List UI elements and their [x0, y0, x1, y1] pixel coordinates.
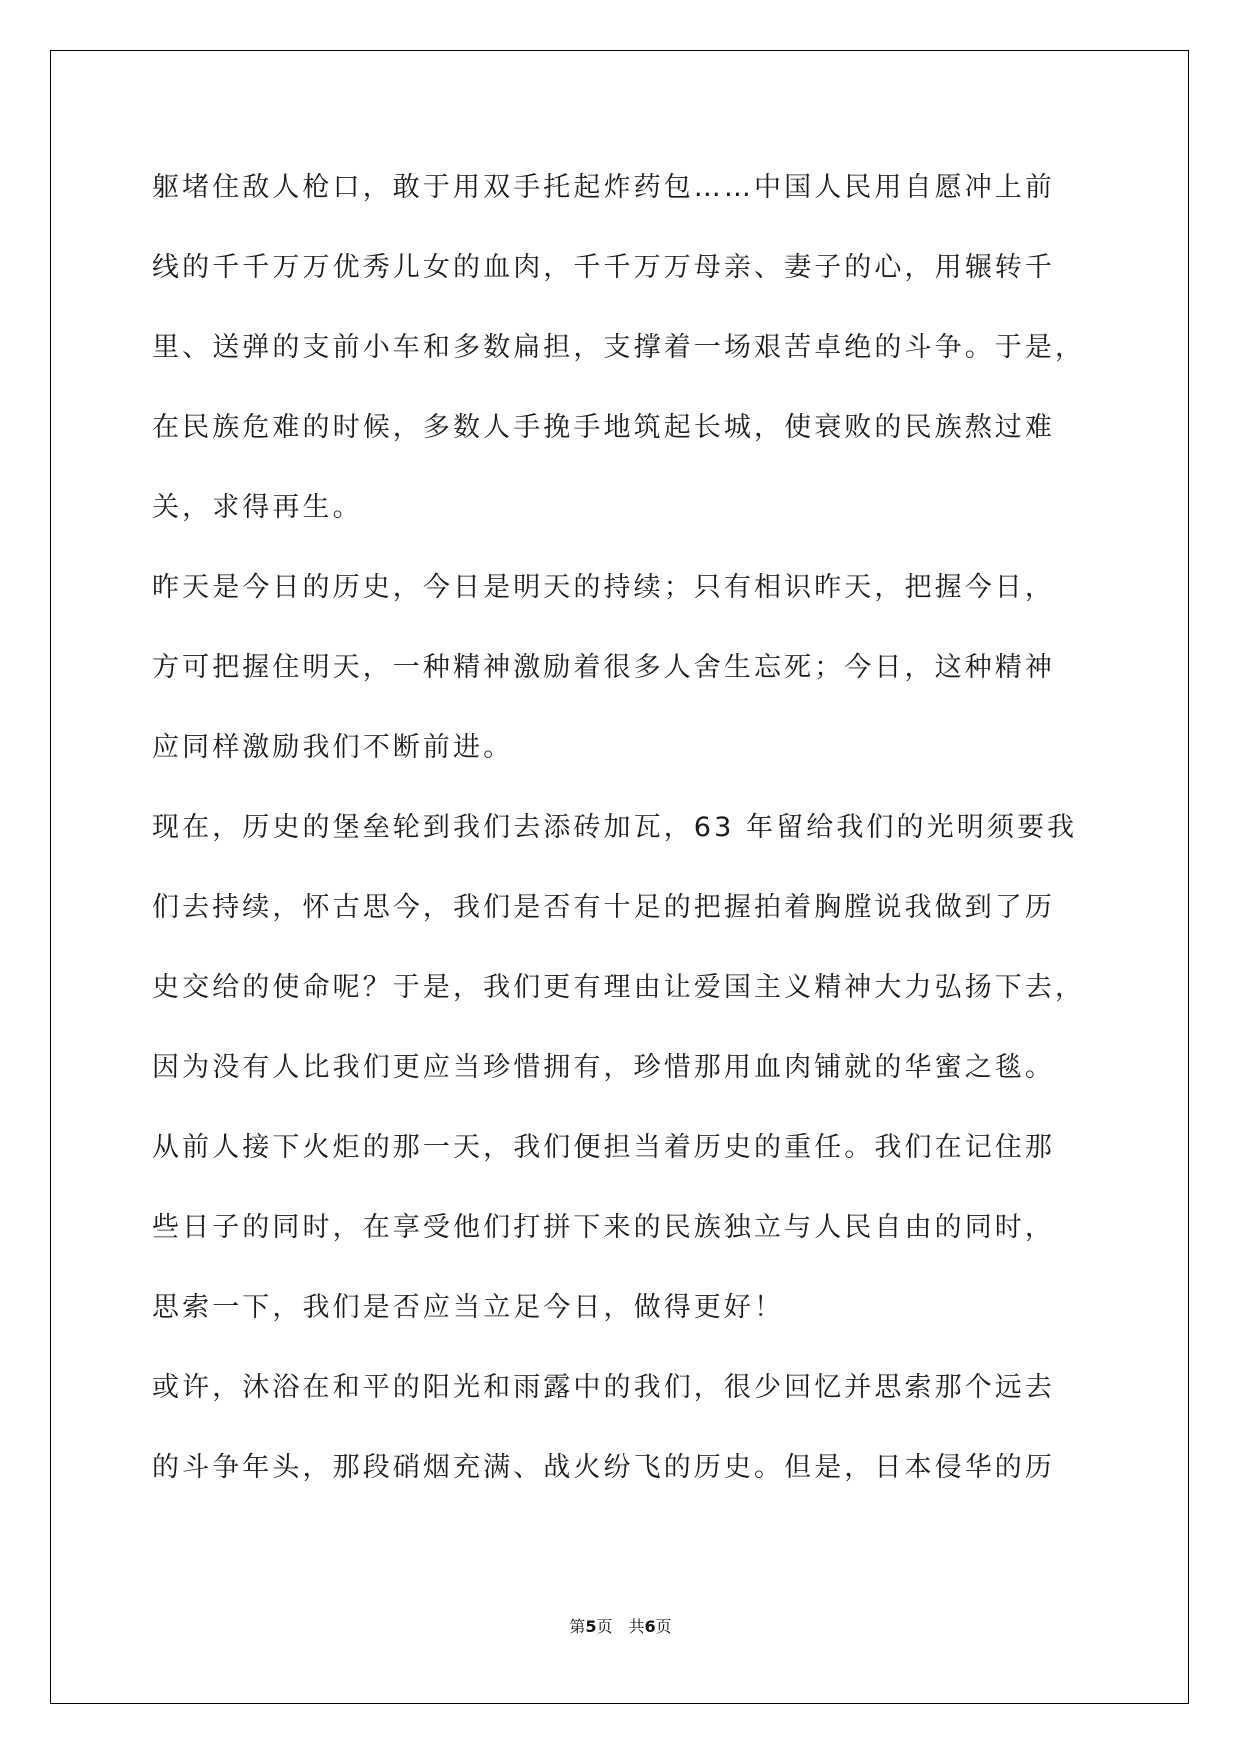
text-line: 因为没有人比我们更应当珍惜拥有，珍惜那用血肉铺就的华蜜之毯。 [152, 1052, 1055, 1083]
text-line: 们去持续，怀古思今，我们是否有十足的把握拍着胸膛说我做到了历 [152, 892, 1055, 923]
page-prefix: 第 [569, 1617, 586, 1636]
text-line: 在民族危难的时候，多数人手挽手地筑起长城，使衰败的民族熬过难 [152, 412, 1055, 443]
page-current-number: 5 [585, 1617, 597, 1636]
text-line: 从前人接下火炬的那一天，我们便担当着历史的重任。我们在记住那 [152, 1132, 1055, 1163]
page-total-number: 6 [644, 1617, 656, 1636]
text-line: 应同样激励我们不断前进。 [152, 732, 514, 763]
page-suffix: 页 [655, 1617, 672, 1636]
text-line: 些日子的同时，在享受他们打拼下来的民族独立与人民自由的同时， [152, 1212, 1055, 1243]
text-line: 方可把握住明天，一种精神激励着很多人舍生忘死；今日，这种精神 [152, 652, 1055, 683]
text-line: 昨天是今日的历史，今日是明天的持续；只有相识昨天，把握今日， [152, 572, 1055, 603]
text-line: 线的千千万万优秀儿女的血肉，千千万万母亲、妻子的心，用辗转千 [152, 252, 1055, 283]
text-line: 躯堵住敌人枪口，敢于用双手托起炸药包……中国人民用自愿冲上前 [152, 172, 1055, 203]
text-line: 或许，沐浴在和平的阳光和雨露中的我们，很少回忆并思索那个远去 [152, 1372, 1055, 1403]
page-mid: 页 共 [596, 1617, 645, 1636]
text-line: 关，求得再生。 [152, 492, 363, 523]
text-line: 史交给的使命呢？于是，我们更有理由让爱国主义精神大力弘扬下去， [152, 972, 1086, 1003]
text-line: 现在，历史的堡垒轮到我们去添砖加瓦，63 年留给我们的光明须要我 [152, 812, 1078, 843]
text-line: 的斗争年头，那段硝烟充满、战火纷飞的历史。但是，日本侵华的历 [152, 1452, 1055, 1483]
page-footer [0, 1617, 1241, 1637]
text-line: 思索一下，我们是否应当立足今日，做得更好！ [152, 1292, 785, 1323]
text-line: 里、送弹的支前小车和多数扁担，支撑着一场艰苦卓绝的斗争。于是， [152, 332, 1086, 363]
